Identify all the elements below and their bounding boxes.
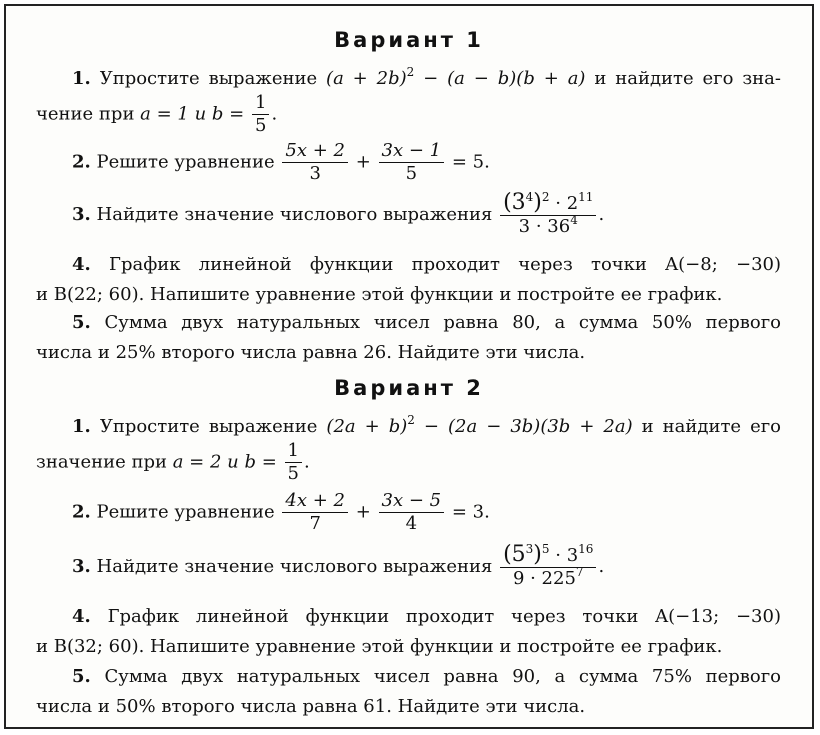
- condition: a = 2 и b =: [172, 451, 277, 473]
- multiplier-exponent: 11: [578, 190, 594, 204]
- task-number: 1.: [72, 416, 91, 437]
- denominator: 7: [309, 513, 321, 534]
- task-number: 4.: [72, 606, 91, 627]
- equation-rhs: = 5.: [451, 151, 490, 173]
- base: (3: [503, 190, 526, 215]
- v2-task-1: [36, 412, 781, 485]
- task-line1: Сумма двух натуральных чисел равна 90, а сумма 75% первого: [104, 666, 781, 687]
- task-text: Упростите выражение: [99, 416, 318, 437]
- worksheet-page: [4, 4, 814, 729]
- denominator: 5: [287, 463, 299, 484]
- task-text: Найдите значение числового выражения: [96, 556, 493, 577]
- paren: ): [533, 542, 542, 567]
- v1-task-3: [36, 192, 781, 238]
- task-number: 5.: [72, 312, 91, 333]
- numerator: [500, 192, 596, 216]
- plus-sign: +: [355, 151, 371, 173]
- fraction-1: [282, 140, 348, 185]
- expression: (2a + b): [326, 416, 408, 437]
- exponent: 2: [406, 65, 415, 79]
- task-text: Найдите значение числового выражения: [96, 204, 493, 225]
- v2-task-5: [36, 662, 781, 722]
- period: .: [598, 556, 605, 577]
- numerator: 4x + 2: [282, 490, 348, 513]
- outer-exponent: 5: [541, 542, 550, 556]
- task-number: 5.: [72, 666, 91, 687]
- multiplier: · 3: [549, 545, 579, 566]
- denominator-exponent: 4: [570, 213, 578, 227]
- numerator: 3x − 5: [379, 490, 445, 513]
- task-line2: и B(32; 60). Напишите уравнение этой функции и постройте ее график.: [36, 636, 723, 657]
- v2-task-4: [36, 602, 781, 662]
- fraction: [500, 544, 596, 590]
- multiplier-exponent: 16: [578, 542, 594, 556]
- task-line2: числа и 50% второго числа равна 61. Найдите эти числа.: [36, 696, 586, 717]
- task-line1: График линейной функции проходит через точки A(−8; −30): [109, 254, 781, 275]
- denominator-base: 3 · 36: [518, 216, 571, 237]
- period: .: [271, 103, 278, 125]
- denominator: 5: [254, 115, 267, 136]
- denominator-exponent: 7: [575, 565, 584, 579]
- fraction: [500, 192, 596, 238]
- v1-task-2: [36, 140, 781, 185]
- base: (5: [503, 542, 526, 567]
- task-text: Решите уравнение: [96, 151, 275, 173]
- denominator: 5: [405, 163, 418, 184]
- task-text-tail: и найдите его: [641, 416, 781, 437]
- period: .: [303, 451, 310, 473]
- task-text-line2: чение при: [36, 103, 135, 125]
- expression: (a + 2b): [326, 68, 407, 89]
- expression-part: − (2a − 3b)(3b + 2a): [414, 416, 633, 437]
- fraction-2: [379, 140, 445, 185]
- fraction-1: [282, 490, 348, 535]
- task-number: 4.: [72, 254, 91, 275]
- outer-exponent: 2: [541, 190, 550, 204]
- task-text-line2: значение при: [36, 451, 167, 473]
- denominator: [500, 565, 596, 590]
- numerator: 1: [285, 440, 302, 463]
- inner-exponent: 4: [525, 190, 534, 204]
- condition: a = 1 и b =: [140, 103, 245, 125]
- task-number: 2.: [72, 501, 91, 523]
- plus-sign: +: [355, 501, 371, 523]
- task-number: 2.: [72, 151, 91, 173]
- task-text-tail: и найдите его зна-: [594, 68, 781, 89]
- task-number: 3.: [72, 204, 91, 225]
- v1-task-4: [36, 250, 781, 310]
- expression-part: − (a − b)(b + a): [414, 68, 586, 89]
- task-number: 3.: [72, 556, 91, 577]
- period: .: [598, 204, 605, 225]
- equation-rhs: = 3.: [451, 501, 490, 523]
- denominator: 4: [405, 513, 418, 534]
- fraction: [252, 92, 269, 137]
- denominator-base: 9 · 225: [512, 568, 576, 589]
- task-line2: числа и 25% второго числа равна 26. Найдите эти числа.: [36, 342, 586, 363]
- variant-1-heading: Вариант 1: [334, 28, 484, 52]
- fraction-2: [379, 490, 445, 535]
- denominator: 3: [309, 163, 321, 184]
- multiplier: · 2: [549, 193, 579, 214]
- inner-exponent: 3: [525, 542, 534, 556]
- numerator: 5x + 2: [282, 140, 348, 163]
- v2-task-2: [36, 490, 781, 535]
- task-line1: Сумма двух натуральных чисел равна 80, а сумма 50% первого: [104, 312, 781, 333]
- v2-task-3: [36, 544, 781, 590]
- v1-task-1: [36, 64, 781, 137]
- task-text: Упростите выражение: [99, 68, 318, 89]
- paren: ): [533, 190, 542, 215]
- task-text: Решите уравнение: [96, 501, 275, 523]
- v1-task-5: [36, 308, 781, 368]
- task-line1: График линейной функции проходит через точки A(−13; −30): [107, 606, 781, 627]
- fraction: [285, 440, 302, 485]
- variant-2-heading: Вариант 2: [334, 376, 484, 400]
- task-line2: и B(22; 60). Напишите уравнение этой функции и постройте ее график.: [36, 284, 723, 305]
- task-number: 1.: [72, 68, 91, 89]
- exponent: 2: [407, 413, 415, 427]
- numerator: 1: [252, 92, 269, 115]
- numerator: 3x − 1: [379, 140, 445, 163]
- denominator: [500, 213, 596, 238]
